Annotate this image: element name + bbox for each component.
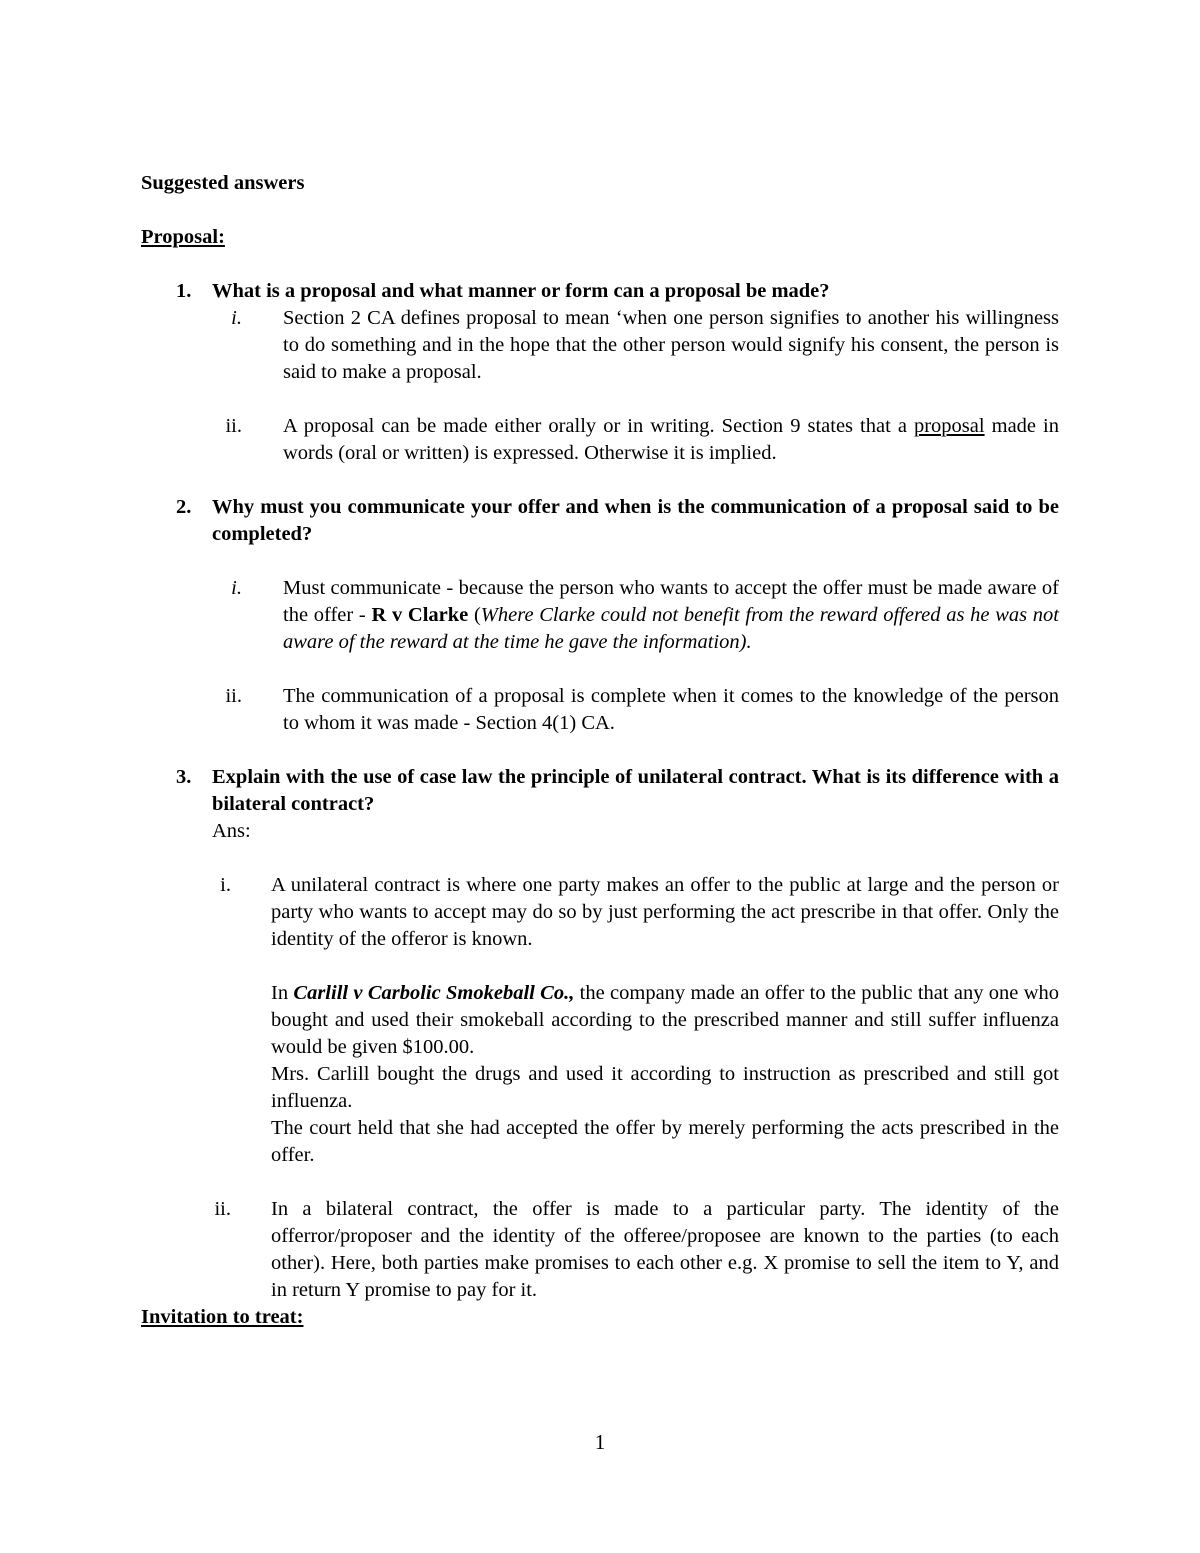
question-1 <box>141 278 1059 305</box>
question-2 <box>141 494 1059 548</box>
case-name: R v Clarke <box>371 604 469 626</box>
item-numeral: ii. <box>225 415 242 437</box>
answer-label: Ans: <box>212 820 251 842</box>
item-numeral: i. <box>231 307 242 329</box>
section-heading-invitation-to-treat: Invitation to treat: <box>141 1306 304 1328</box>
question-number: 2. <box>176 496 192 518</box>
question-3 <box>141 764 1059 818</box>
underlined-term: proposal <box>913 415 985 437</box>
item-numeral: i. <box>231 577 242 599</box>
case-name: Carlill v Carbolic Smokeball Co., <box>293 982 575 1004</box>
answer-paragraph: In Carlill v Carbolic Smokeball Co., the company made an offer to the public that any one who bought and used their smokeball according to the prescribed manner and still suffer influenza would be given $100.00. <box>271 982 1060 1058</box>
item-numeral: ii. <box>225 685 242 707</box>
question-number: 1. <box>176 280 192 302</box>
question-text: What is a proposal and what manner or form can a proposal be made? <box>212 280 830 302</box>
page-number: 1 <box>594 1430 606 1454</box>
answer-item <box>141 1196 1059 1304</box>
document-title: Suggested answers <box>141 172 305 194</box>
question-text: Explain with the use of case law the principle of unilateral contract. What is its difference with a bilateral contract? <box>212 766 1059 815</box>
item-numeral: ii. <box>214 1198 231 1220</box>
answer-item <box>141 683 1059 737</box>
item-text: A unilateral contract is where one party makes an offer to the public at large and the person or party who wants to accept may do so by just performing the act prescribe in that offer. Only the identity of the offeror is known. <box>271 874 1059 950</box>
item-numeral: i. <box>220 874 231 896</box>
document-body <box>141 170 1059 1331</box>
answer-item: i. Must communicate - because the person who wants to accept the offer must be made aware of the offer - R v Clarke (Where Clarke could not benefit from the reward offered as he was not aware of the reward at the time he gave the information). <box>141 575 1059 656</box>
answer-item <box>141 872 1059 953</box>
item-text: In a bilateral contract, the offer is made to a particular party. The identity of the offerror/proposer and the identity of the offeree/proposee are known to the parties (to each other). Here, both parties make promises to each other e.g. X promise to sell the item to Y, and in return Y promise to pay for it. <box>271 1198 1059 1301</box>
answer-item: ii. A proposal can be made either orally or in writing. Section 9 states that a proposal made in words (oral or written) is expressed. Otherwise it is implied. <box>141 413 1059 467</box>
answer-item <box>141 305 1059 386</box>
answer-paragraph: The court held that she had accepted the offer by merely performing the acts prescribed in the offer. <box>271 1117 1059 1166</box>
case-note: Where Clarke could not benefit from the reward offered as he was not aware of the reward at the time he gave the information). <box>283 604 1059 653</box>
question-text: Why must you communicate your offer and when is the communication of a proposal said to be completed? <box>212 496 1059 545</box>
section-heading-proposal: Proposal: <box>141 226 225 248</box>
answer-paragraph: Mrs. Carlill bought the drugs and used it according to instruction as prescribed and still got influenza. <box>271 1063 1059 1112</box>
question-number: 3. <box>176 766 192 788</box>
item-text: The communication of a proposal is complete when it comes to the knowledge of the person to whom it was made - Section 4(1) CA. <box>283 685 1059 734</box>
item-text: Section 2 CA defines proposal to mean ‘when one person signifies to another his willingness to do something and in the hope that the other person would signify his consent, the person is said to make a proposal. <box>283 307 1059 383</box>
